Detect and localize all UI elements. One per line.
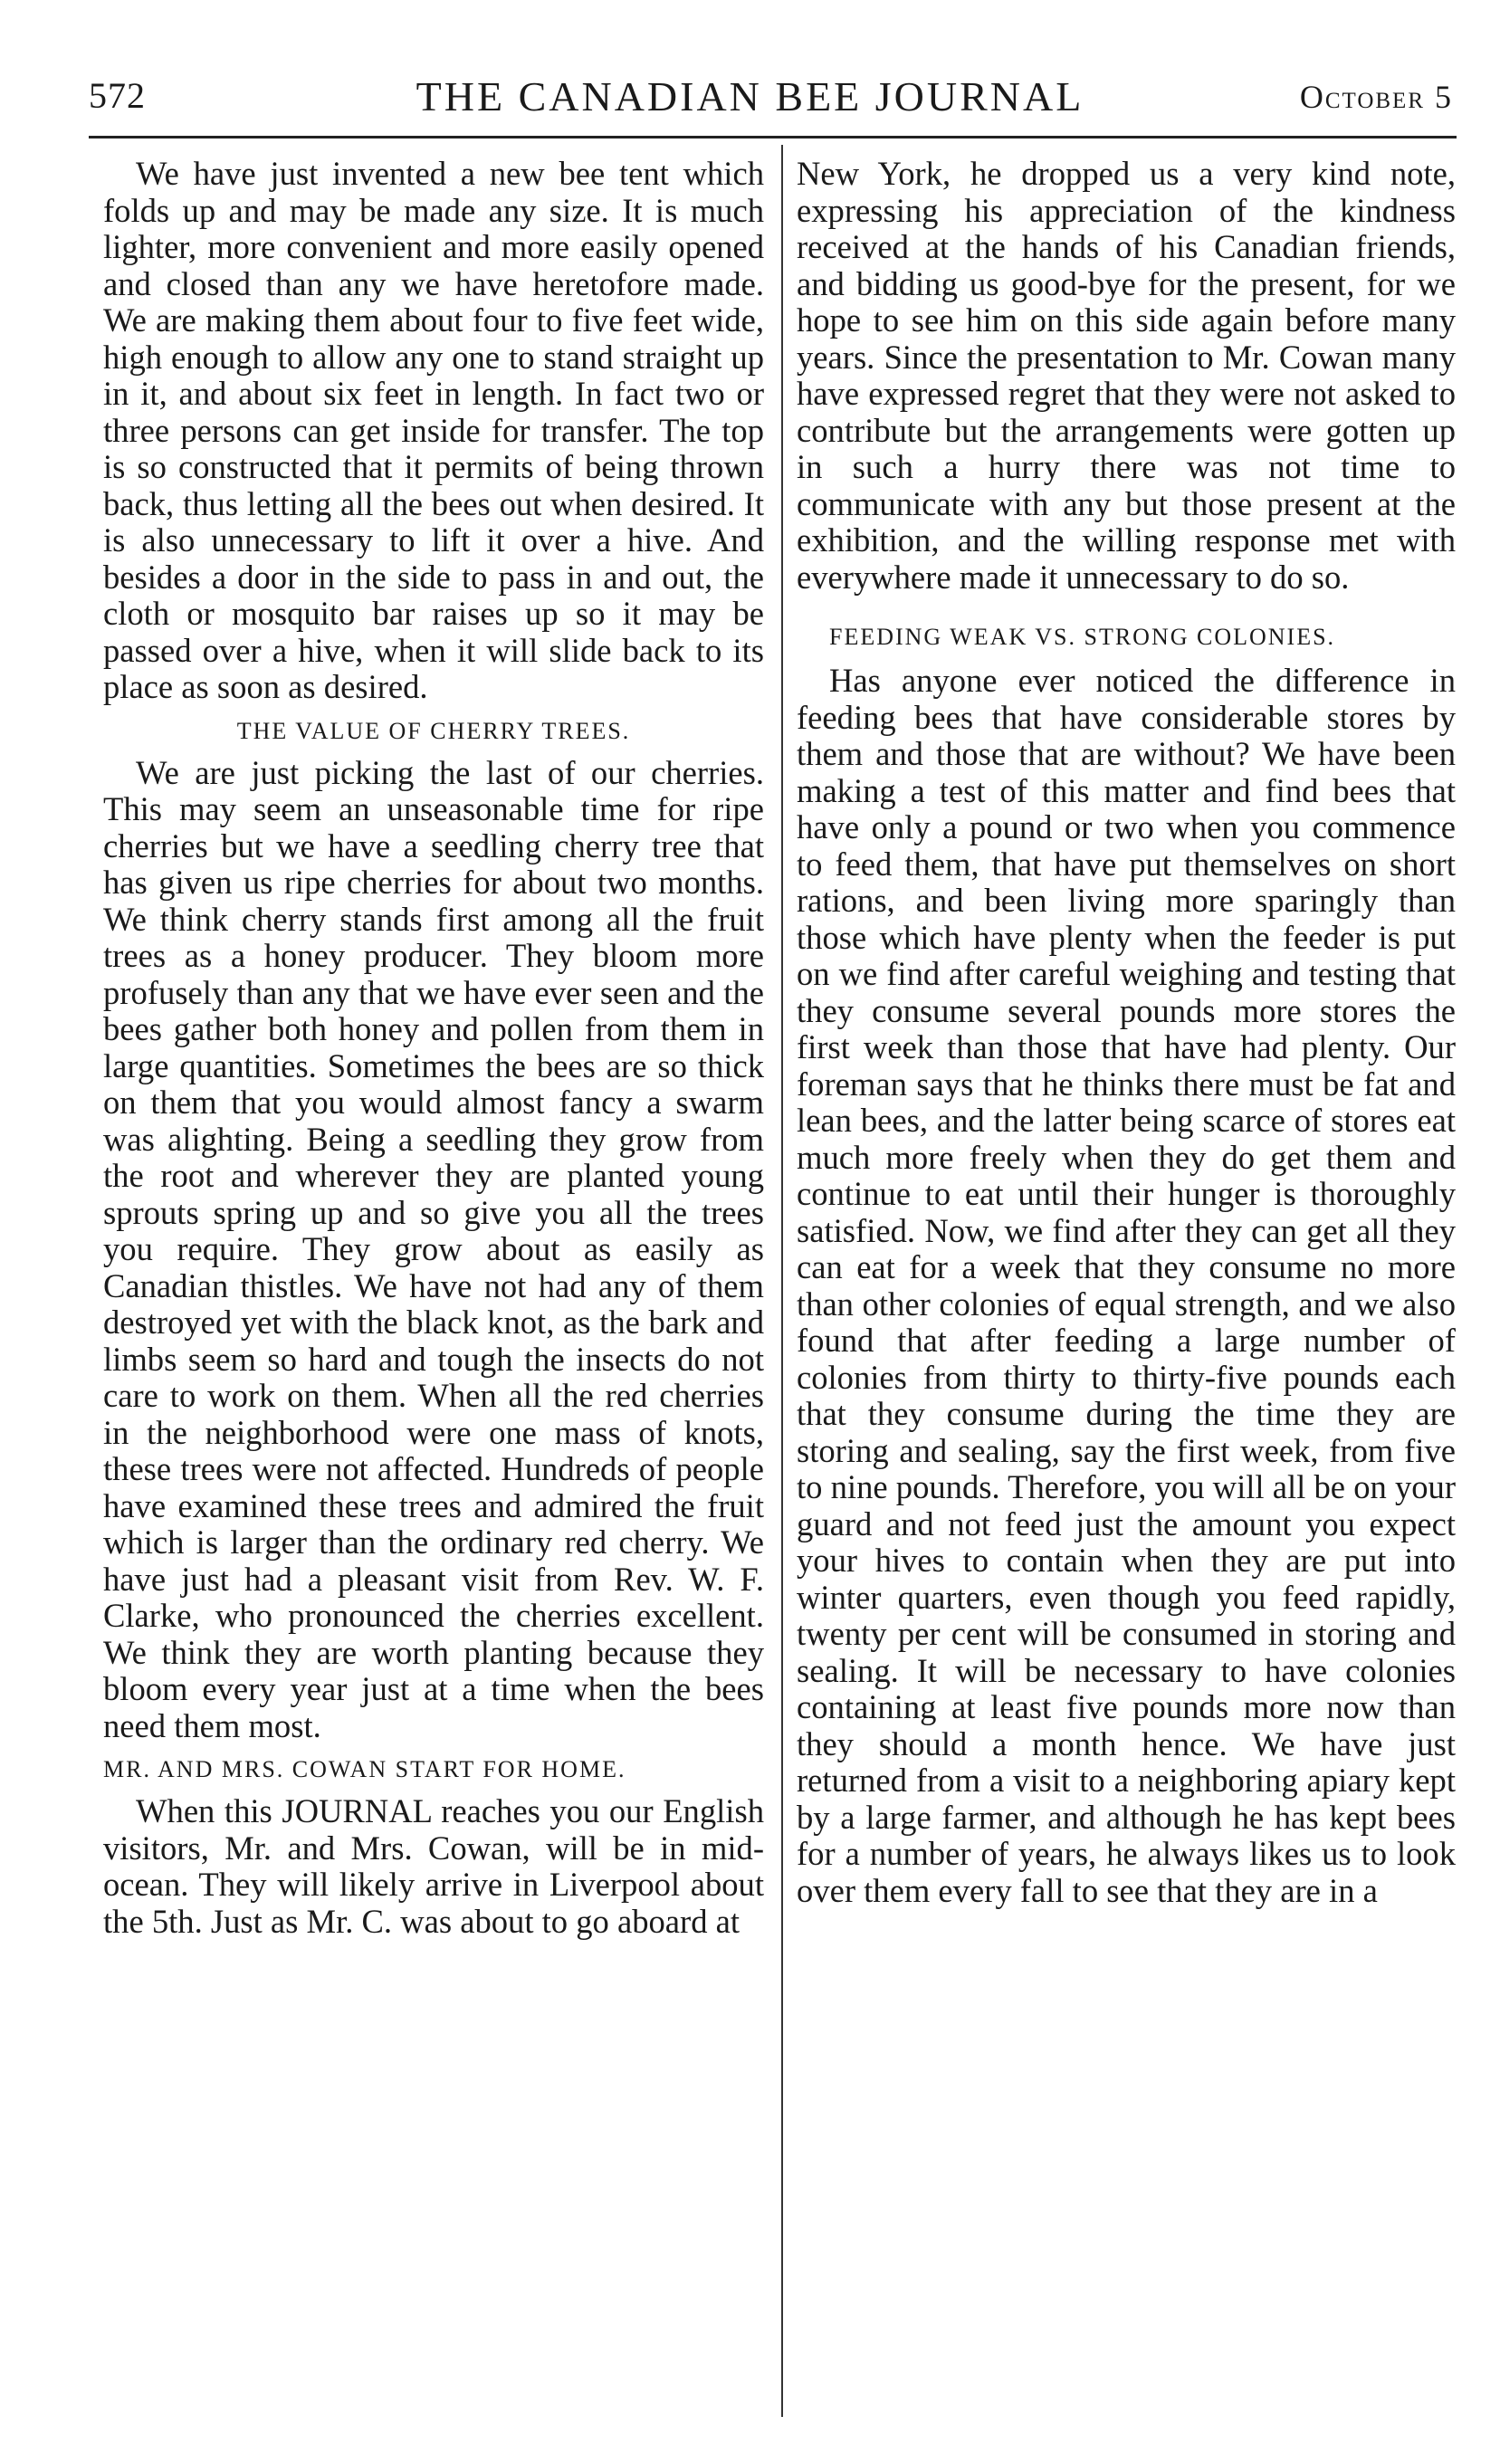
- bee-tent-paragraph: We have just invented a new bee tent which folds up and may be made any size. It is much lighter, more convenient and more easily opened and closed than any we have heretofore made. We are making them about four to five feet wide, high enough to allow any one to stand straight up in it, and about six feet in length. In fact two or three persons can get inside for transfer. The top is so constructed that it permits of being thrown back, thus letting all the bees out when desired. It is also unnecessary to lift it over a hive. And besides a door in the side to pass in and out, the cloth or mosquito bar raises up so it may be passed over a hive, when it will slide back to its place as soon as desired.: [103, 155, 764, 705]
- page-number: 572: [89, 75, 146, 116]
- cowan-heading: MR. AND MRS. COWAN START FOR HOME.: [103, 1756, 626, 1782]
- cowan-paragraph-continued: New York, he dropped us a very kind note, expressing his appreciation of the kindness received at the hands of his Canadian friends, and bidding us good-bye for the present, for we hope to see him on this side again before many years. Since the presentation to Mr. Cowan many have expressed regret that they were not asked to contribute but the arrangements were gotten up in such a hurry there was not time to communicate with any but those present at the exhibition, and the willing response met with everywhere made it unnecessary to do so.: [797, 155, 1456, 596]
- cherry-trees-heading: THE VALUE OF CHERRY TREES.: [236, 717, 631, 744]
- column-divider: [781, 145, 783, 2417]
- header-rule: [89, 136, 1457, 138]
- feeding-paragraph: Has anyone ever noticed the difference in feeding bees that have considerable stores by them and those that are without? We have been making a test of this matter and find bees that have only a pound or two when you commence to feed them, that have put themselves on short rations, and been living more sparingly than those which have plenty when the feeder is put on we find after careful weighing and testing that they consume several pounds more stores the first week than those that have had plenty. Our foreman says that he thinks there must be fat and lean bees, and the latter being scarce of stores eat much more freely when they do get them and continue to eat until their hunger is thoroughly satisfied. Now, we find after they can get all they can eat for a week that they consume no more than other colonies of equal strength, and we also found that after feeding a large number of colonies from thirty to thirty-five pounds each that they consume during the time they are storing and sealing, say the first week, from five to nine pounds. Therefore, you will all be on your guard and not feed just the amount you expect your hives to contain when they are put into winter quarters, even though you feed rapidly, twenty per cent will be consumed in storing and sealing. It will be necessary to have colonies containing at least five pounds more now than they should a month hence. We have just returned from a visit to a neighboring apiary kept by a large farmer, and although he has kept bees for a number of years, he always likes us to look over them every fall to see that they are in a: [797, 662, 1456, 1909]
- feeding-heading: FEEDING WEAK VS. STRONG COLONIES.: [829, 624, 1336, 650]
- right-column: [797, 156, 1456, 1909]
- cowan-paragraph-start: When this JOURNAL reaches you our English visitors, Mr. and Mrs. Cowan, will be in mid-ocean. They will likely arrive in Liverpool about the 5th. Just as Mr. C. was about to go aboard at: [103, 1792, 764, 1940]
- cherry-trees-paragraph: We are just picking the last of our cherries. This may seem an unseasonable time for ripe cherries but we have a seedling cherry tree that has given us ripe cherries for about two months. We think cherry stands first among all the fruit trees as a honey producer. They bloom more profusely than any that we have ever seen and the bees gather both honey and pollen from them in large quantities. Sometimes the bees are so thick on them that you would almost fancy a swarm was alighting. Being a seedling they grow from the root and wherever they are planted young sprouts spring up and so give you all the trees you require. They grow about as easily as Canadian thistles. We have not had any of them destroyed yet with the black knot, as the bark and limbs seem so hard and tough the insects do not care to work on them. When all the red cherries in the neighborhood were one mass of knots, these trees were not affected. Hundreds of people have examined these trees and admired the fruit which is larger than the ordinary red cherry. We have just had a pleasant visit from Rev. W. F. Clarke, who pronounced the cherries excellent. We think they are worth planting because they bloom every year just at a time when the bees need them most.: [103, 753, 764, 1744]
- left-column: [103, 156, 764, 1940]
- journal-title: THE CANADIAN BEE JOURNAL: [416, 73, 1084, 119]
- issue-date: October 5: [1299, 79, 1453, 115]
